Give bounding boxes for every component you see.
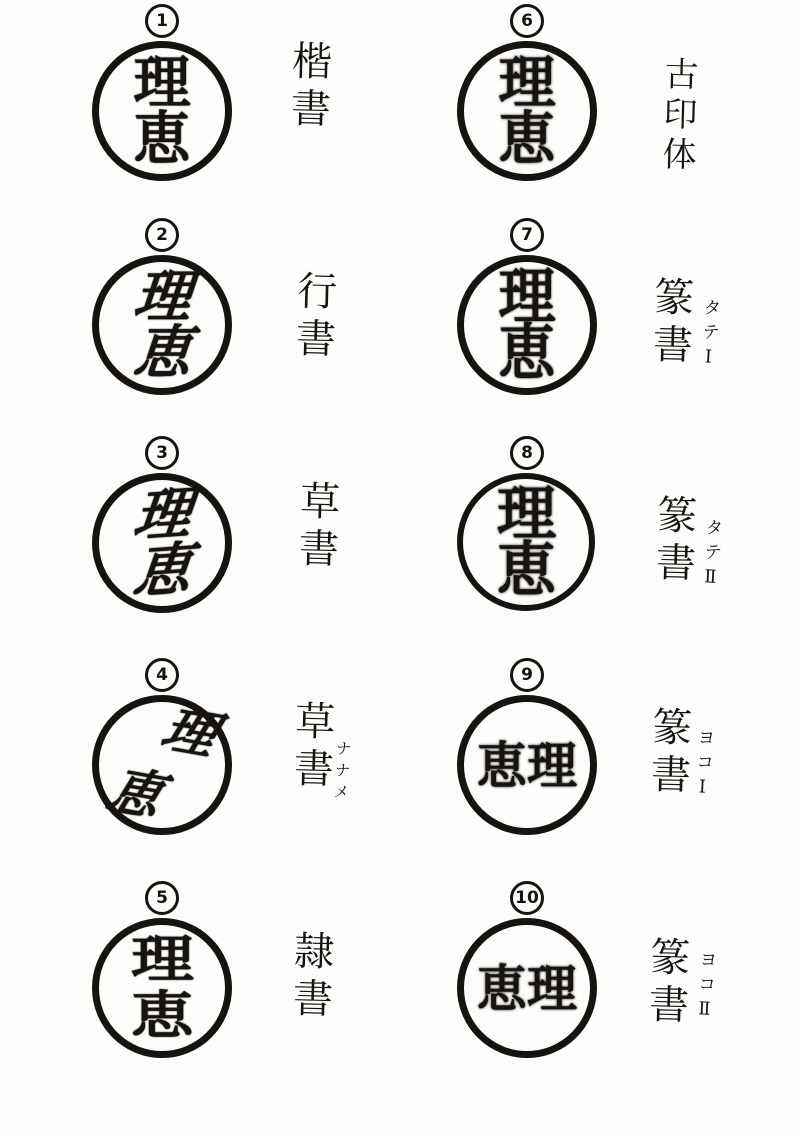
- seal-number: 5: [156, 887, 168, 908]
- style-sub-label-tate-2: タテⅡ: [699, 517, 724, 595]
- seal-sample-9: [457, 658, 597, 835]
- seal-number-badge: [510, 218, 544, 252]
- seal-stamp-tensho-tate-1: [457, 255, 597, 395]
- style-label-tensho: 篆書: [648, 493, 698, 589]
- style-label-sosho-naname: 草書: [286, 699, 336, 795]
- seal-number: 2: [156, 224, 168, 245]
- seal-stamp-tensho-tate-2: [457, 473, 595, 611]
- seal-sample-4: [92, 658, 232, 835]
- seal-character: 理: [498, 261, 556, 333]
- seal-sample-5: [92, 881, 232, 1058]
- seal-character: 理: [498, 49, 556, 117]
- seal-sample-3: [92, 436, 232, 613]
- seal-number-badge: [510, 436, 544, 470]
- seal-stamp-tensho-yoko-1: [457, 695, 597, 835]
- style-label-reisho: 隷書: [285, 929, 335, 1025]
- seal-number: 9: [521, 664, 533, 685]
- seal-character: 恵: [133, 105, 191, 172]
- seal-number-badge: [510, 658, 544, 692]
- seal-number: 8: [521, 442, 533, 463]
- seal-character: 恵: [477, 958, 527, 1018]
- seal-character: 恵: [496, 534, 556, 605]
- seal-character: 恵: [498, 316, 556, 388]
- style-label-tensho: 篆書: [641, 935, 691, 1031]
- seal-character: 理: [133, 49, 191, 117]
- seal-number-badge: [145, 881, 179, 915]
- seal-stamp-reisho: [92, 918, 232, 1058]
- seal-character: 理: [496, 478, 556, 549]
- seal-number-badge: [145, 4, 179, 38]
- seal-sample-8: [457, 436, 597, 611]
- style-label-sosho: 草書: [291, 479, 341, 575]
- seal-number-badge: [510, 881, 544, 915]
- style-label-tensho: 篆書: [645, 275, 695, 371]
- style-sub-label-yoko-2: ヨコⅡ: [693, 949, 718, 1027]
- seal-number: 4: [156, 664, 168, 685]
- seal-number: 10: [515, 887, 539, 908]
- seal-stamp-sosho: [92, 473, 232, 613]
- seal-character: 恵: [498, 105, 556, 172]
- style-label-koin-tai: 古印体: [655, 55, 699, 177]
- style-label-kaisho: 楷書: [283, 39, 333, 135]
- seal-sample-2: [92, 218, 232, 395]
- style-sub-label-tate-1: タテⅠ: [697, 297, 722, 375]
- seal-character: 恵: [130, 985, 194, 1046]
- seal-stamp-koin-tai: [457, 41, 597, 181]
- seal-number: 7: [521, 224, 533, 245]
- seal-sample-6: [457, 4, 597, 181]
- style-sub-label-yoko-1: ヨコⅠ: [691, 727, 716, 805]
- seal-character: 理: [527, 958, 577, 1018]
- seal-stamp-gyosho: [92, 255, 232, 395]
- seal-sample-1: [92, 4, 232, 181]
- seal-stamp-kaisho: [92, 41, 232, 181]
- seal-character: 理: [129, 479, 195, 551]
- seal-character: 恵: [129, 535, 195, 606]
- style-sub-label-naname: ナナメ: [330, 739, 353, 806]
- seal-character: 理: [154, 698, 225, 767]
- seal-stamp-tensho-yoko-2: [457, 918, 597, 1058]
- seal-character: 理: [130, 263, 194, 331]
- seal-character: 恵: [130, 319, 194, 386]
- seal-number-badge: [510, 4, 544, 38]
- seal-number-badge: [145, 436, 179, 470]
- seal-sample-10: [457, 881, 597, 1058]
- seal-number: 6: [521, 10, 533, 31]
- seal-number: 3: [156, 442, 168, 463]
- seal-character: 理: [527, 735, 577, 795]
- style-label-tensho: 篆書: [643, 705, 693, 801]
- seal-character: 理: [130, 929, 194, 990]
- seal-character: 恵: [100, 759, 171, 828]
- style-label-gyosho: 行書: [288, 269, 338, 365]
- seal-stamp-sosho-naname: [92, 695, 232, 835]
- seal-character: 恵: [477, 735, 527, 795]
- seal-number-badge: [145, 658, 179, 692]
- seal-number: 1: [156, 10, 168, 31]
- seal-sample-7: [457, 218, 597, 395]
- seal-number-badge: [145, 218, 179, 252]
